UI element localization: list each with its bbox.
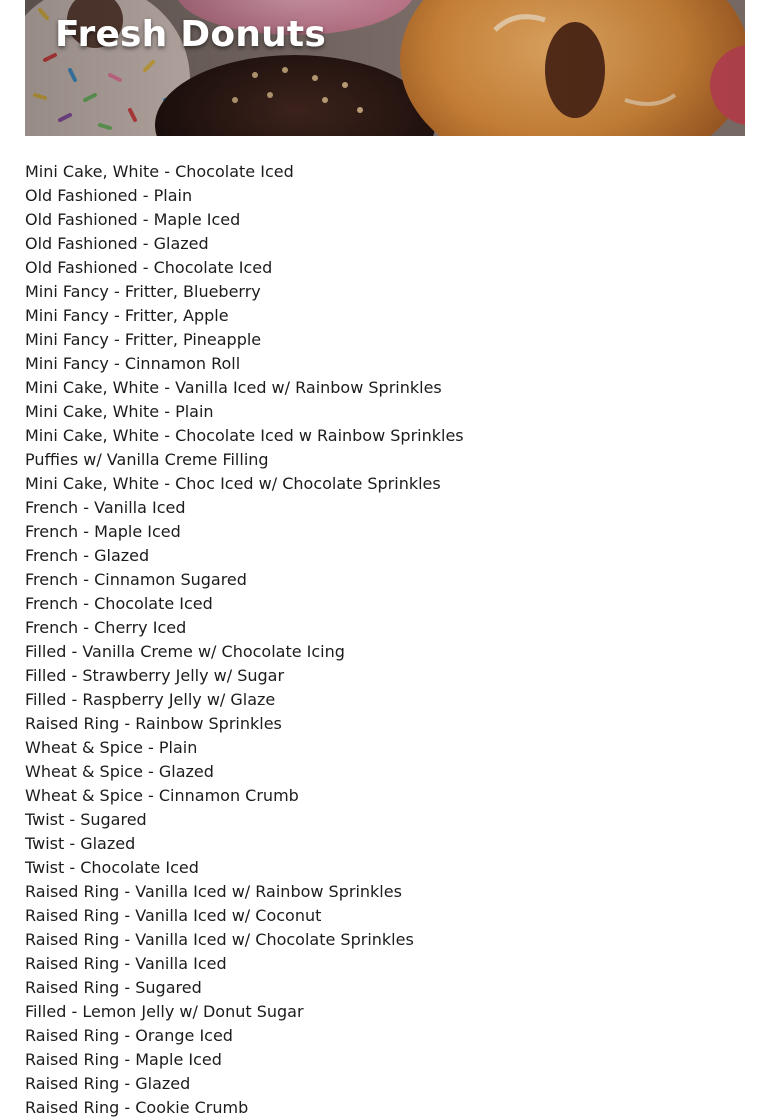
list-item: Raised Ring - Vanilla Iced w/ Coconut [25,906,322,925]
list-item: Old Fashioned - Glazed [25,234,209,253]
list-item: Raised Ring - Maple Iced [25,1050,222,1069]
list-item: Mini Cake, White - Vanilla Iced w/ Rainbow Sprinkles [25,378,442,397]
list-item: Raised Ring - Glazed [25,1074,191,1093]
list-item: Raised Ring - Cookie Crumb [25,1098,249,1117]
list-item: Mini Fancy - Fritter, Pineapple [25,330,262,349]
list-item: Mini Fancy - Fritter, Apple [25,306,229,325]
list-item: Filled - Strawberry Jelly w/ Sugar [25,666,285,685]
list-item: Filled - Raspberry Jelly w/ Glaze [25,690,276,709]
list-item: Twist - Glazed [25,834,136,853]
list-item: Twist - Sugared [25,810,147,829]
list-item: Mini Cake, White - Chocolate Iced [25,162,294,181]
list-item: Wheat & Spice - Cinnamon Crumb [25,786,299,805]
list-item: Raised Ring - Rainbow Sprinkles [25,714,282,733]
list-item: French - Cinnamon Sugared [25,570,247,589]
page-title: Fresh Donuts [55,14,326,55]
list-item: Wheat & Spice - Glazed [25,762,214,781]
list-item: Wheat & Spice - Plain [25,738,198,757]
list-item: Filled - Vanilla Creme w/ Chocolate Icing [25,642,345,661]
list-item: French - Vanilla Iced [25,498,186,517]
list-item: French - Glazed [25,546,150,565]
list-item: Mini Cake, White - Plain [25,402,214,421]
list-item: Old Fashioned - Chocolate Iced [25,258,273,277]
list-item: Twist - Chocolate Iced [25,858,199,877]
list-item: Filled - Lemon Jelly w/ Donut Sugar [25,1002,304,1021]
donut-list [25,160,745,1120]
list-item: Raised Ring - Vanilla Iced w/ Rainbow Sprinkles [25,882,402,901]
list-item: Old Fashioned - Maple Iced [25,210,241,229]
list-item: Mini Cake, White - Choc Iced w/ Chocolate Sprinkles [25,474,441,493]
list-item: Raised Ring - Sugared [25,978,202,997]
list-item: French - Chocolate Iced [25,594,213,613]
list-item: Raised Ring - Orange Iced [25,1026,233,1045]
list-item: French - Maple Iced [25,522,181,541]
list-item: French - Cherry Iced [25,618,187,637]
list-item: Raised Ring - Vanilla Iced w/ Chocolate Sprinkles [25,930,414,949]
hero-banner [25,0,745,136]
list-item: Old Fashioned - Plain [25,186,193,205]
list-item: Mini Fancy - Cinnamon Roll [25,354,241,373]
list-item: Mini Cake, White - Chocolate Iced w Rainbow Sprinkles [25,426,464,445]
list-item: Puffies w/ Vanilla Creme Filling [25,450,269,469]
list-item: Raised Ring - Vanilla Iced [25,954,227,973]
list-item: Mini Fancy - Fritter, Blueberry [25,282,261,301]
